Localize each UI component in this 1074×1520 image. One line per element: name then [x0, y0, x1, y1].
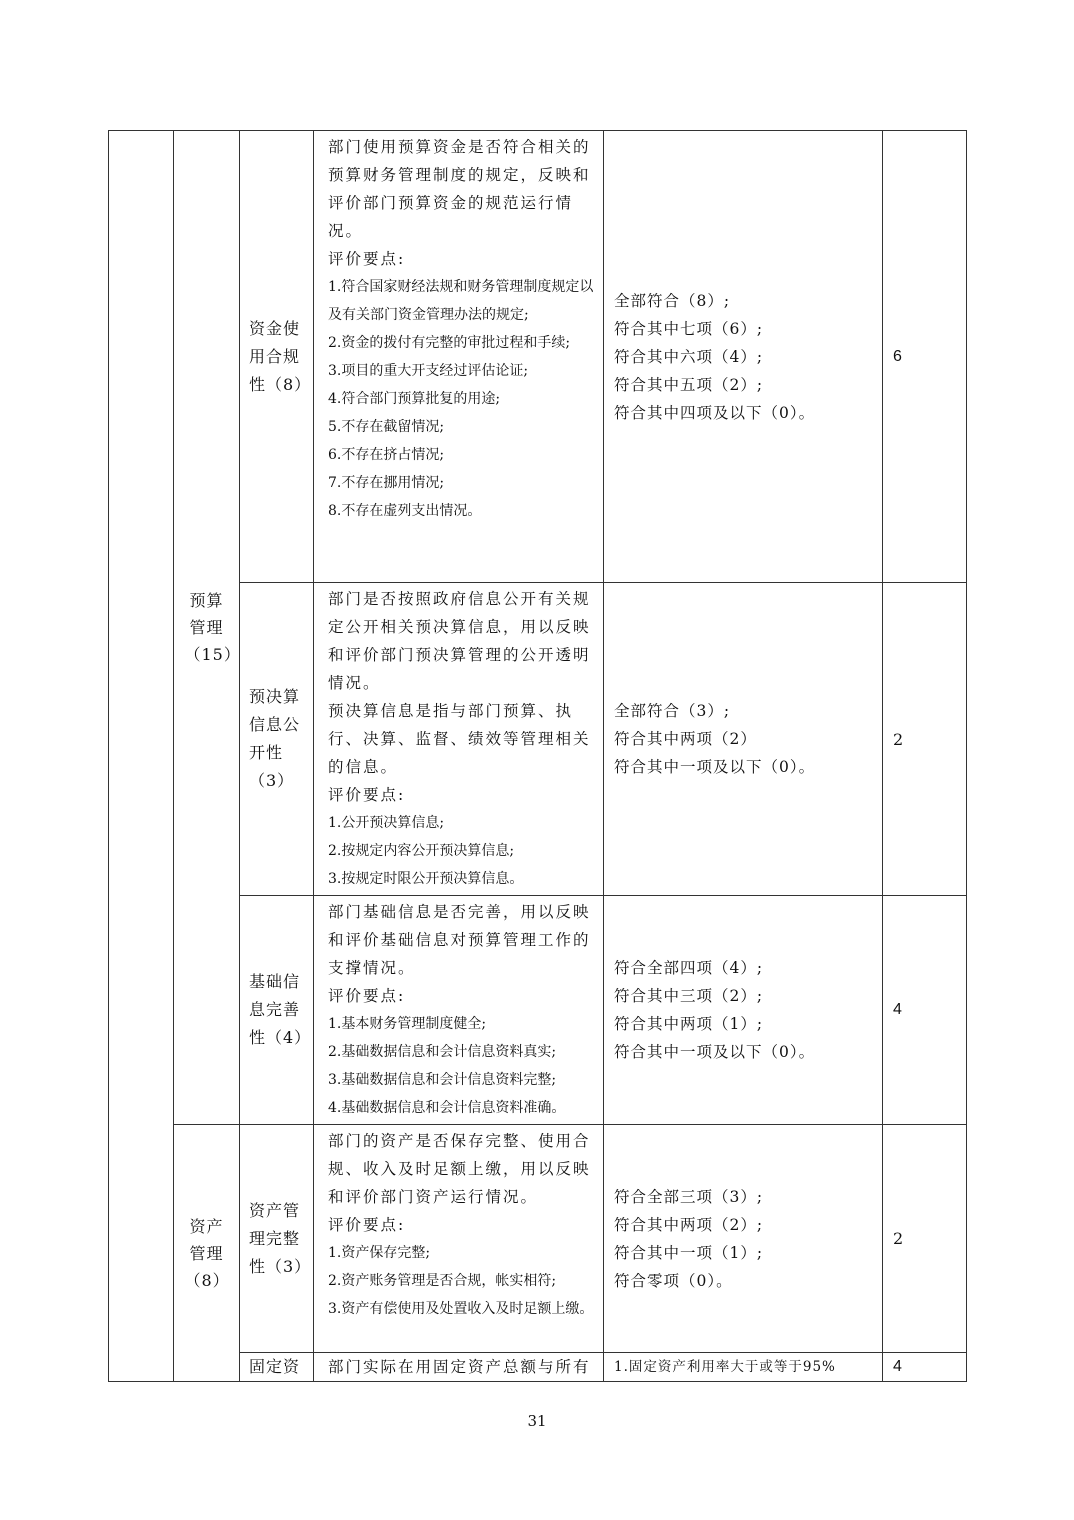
description-heading: 评价要点: [328, 987, 406, 1005]
score-value: 6 [893, 347, 902, 365]
score-value-cell [883, 1125, 967, 1353]
point-item: 6.不存在挤占情况; [328, 447, 445, 463]
category-cell-asset [174, 1125, 240, 1382]
scoring-item: 符合其中一项（1）; [614, 1243, 764, 1262]
scoring-cell [604, 1125, 883, 1353]
score-value-cell [883, 583, 967, 896]
indicator-label: 资金使用合规性（8） [249, 318, 312, 394]
indicator-cell [240, 1125, 314, 1353]
description-cell [314, 583, 604, 896]
scoring-item: 全部符合（8）; [614, 291, 731, 310]
page-number: 31 [527, 1412, 547, 1430]
level1-cell [109, 131, 174, 1382]
scoring-item: 符合其中两项（2） [614, 730, 757, 748]
indicator-cell [240, 1353, 314, 1382]
table-row [109, 131, 967, 583]
scoring-item: 符合其中两项（2）; [614, 1215, 764, 1234]
description-cell [314, 1125, 604, 1353]
point-item: 8.不存在虚列支出情况。 [328, 503, 482, 519]
point-item: 2.按规定内容公开预决算信息; [328, 843, 515, 859]
indicator-cell [240, 131, 314, 583]
description-cell [314, 896, 604, 1125]
point-item: 1.基本财务管理制度健全; [328, 1016, 487, 1032]
score-value-cell [883, 131, 967, 583]
point-item: 1.公开预决算信息; [328, 815, 445, 831]
scoring-item: 符合其中两项（1）; [614, 1015, 764, 1033]
indicator-label: 资产管理完整性（3） [249, 1200, 312, 1276]
evaluation-table [108, 130, 967, 1382]
score-value: 4 [893, 1001, 902, 1018]
description-heading: 评价要点: [328, 786, 406, 804]
scoring-item: 符合其中三项（2）; [614, 987, 764, 1005]
scoring-cell [604, 131, 883, 583]
point-item: 3.资产有偿使用及处置收入及时足额上缴。 [328, 1301, 594, 1317]
point-item: 3.项目的重大开支经过评估论证; [328, 363, 529, 379]
scoring-cell [604, 896, 883, 1125]
point-item: 3.基础数据信息和会计信息资料完整; [328, 1072, 557, 1088]
point-item: 1.符合国家财经法规和财务管理制度规定以及有关部门资金管理办法的规定; [328, 279, 594, 323]
scoring-item: 符合其中六项（4）; [614, 347, 764, 366]
point-item: 5.不存在截留情况; [328, 419, 445, 435]
point-item: 2.资金的拨付有完整的审批过程和手续; [328, 335, 571, 351]
indicator-cell [240, 896, 314, 1125]
category-label: 资产管理（8） [184, 1216, 230, 1290]
score-value-cell [883, 896, 967, 1125]
score-value-cell [883, 1353, 967, 1382]
point-item: 4.符合部门预算批复的用途; [328, 391, 501, 407]
description-cell [314, 1353, 604, 1382]
indicator-label: 固定资 [249, 1357, 301, 1376]
indicator-label: 基础信息完善性（4） [249, 972, 312, 1047]
indicator-label: 预决算信息公开性（3） [249, 687, 301, 790]
scoring-cell [604, 1353, 883, 1382]
point-item: 1.资产保存完整; [328, 1245, 431, 1261]
category-cell-budget [174, 131, 240, 1125]
indicator-cell [240, 583, 314, 896]
scoring-item: 符合其中一项及以下（0）。 [614, 758, 816, 776]
scoring-item: 符合其中四项及以下（0）。 [614, 403, 816, 422]
description-text: 部门的资产是否保存完整、使用合规、收入及时足额上缴，用以反映和评价部门资产运行情况。 [328, 1132, 591, 1206]
scoring-item: 符合其中七项（6）; [614, 319, 764, 338]
description-heading: 评价要点: [328, 1216, 406, 1234]
description-heading: 评价要点: [328, 250, 406, 268]
scoring-cell [604, 583, 883, 896]
scoring-item: 符合全部四项（4）; [614, 959, 764, 977]
point-item: 2.基础数据信息和会计信息资料真实; [328, 1044, 557, 1060]
category-label: 预算管理（15） [184, 591, 241, 664]
scoring-item: 1.固定资产利用率大于或等于95% [614, 1359, 836, 1375]
description-text: 预决算信息是指与部门预算、执行、决算、监督、绩效等管理相关的信息。 [328, 702, 591, 776]
scoring-item: 符合全部三项（3）; [614, 1187, 764, 1206]
score-value: 2 [893, 1229, 904, 1248]
score-value: 2 [893, 729, 904, 749]
description-text: 部门使用预算资金是否符合相关的预算财务管理制度的规定，反映和评价部门预算资金的规范运行情况。 [328, 138, 591, 240]
score-value: 4 [893, 1358, 902, 1375]
scoring-item: 全部符合（3）; [614, 702, 731, 720]
scoring-item: 符合零项（0）。 [614, 1271, 733, 1290]
scoring-item: 符合其中五项（2）; [614, 375, 764, 394]
description-text: 部门基础信息是否完善，用以反映和评价基础信息对预算管理工作的支撑情况。 [328, 903, 591, 977]
point-item: 3.按规定时限公开预决算信息。 [328, 871, 524, 887]
table-row [109, 1125, 967, 1353]
point-item: 7.不存在挪用情况; [328, 475, 445, 491]
scoring-item: 符合其中一项及以下（0）。 [614, 1043, 816, 1061]
point-item: 4.基础数据信息和会计信息资料准确。 [328, 1100, 566, 1116]
description-text: 部门是否按照政府信息公开有关规定公开相关预决算信息，用以反映和评价部门预决算管理的公开透明情况。 [328, 590, 591, 692]
description-cell [314, 131, 604, 583]
point-item: 2.资产账务管理是否合规，帐实相符; [328, 1273, 557, 1289]
description-text: 部门实际在用固定资产总额与所有 [328, 1358, 591, 1376]
